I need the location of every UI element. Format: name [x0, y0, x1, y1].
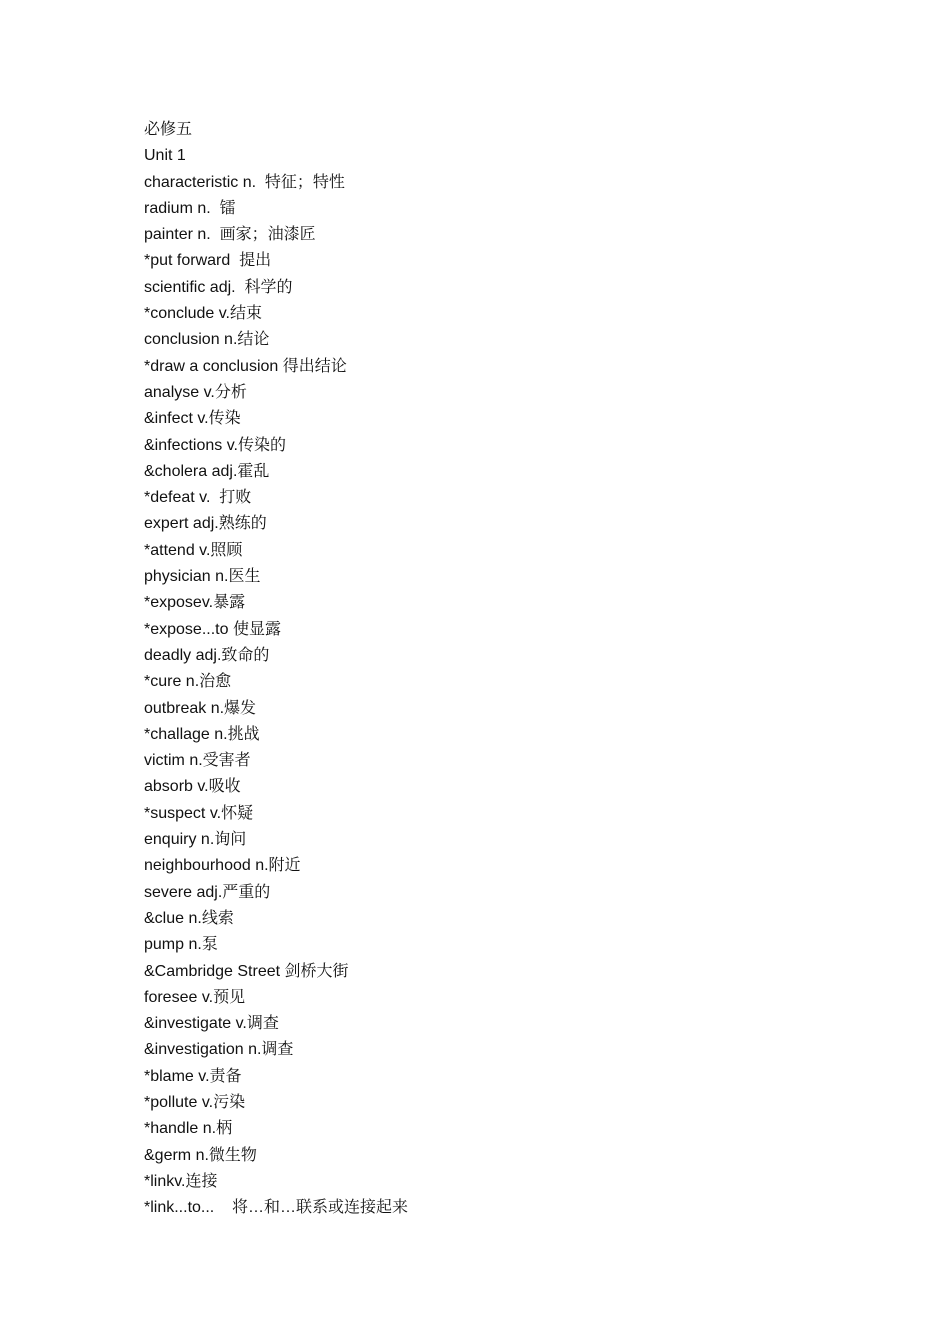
unit-heading: Unit 1 — [144, 147, 186, 165]
vocab-line: &clue n.线索 — [144, 909, 234, 927]
vocab-line: foresee v.预见 — [144, 988, 246, 1006]
vocab-line: &investigate v.调查 — [144, 1015, 279, 1033]
vocab-line: &investigation n.调查 — [144, 1041, 294, 1059]
vocab-line: *challage n.挑战 — [144, 725, 260, 743]
vocab-line: *suspect v.怀疑 — [144, 804, 254, 822]
vocab-line: *attend v.照顾 — [144, 541, 243, 559]
vocab-line: *expose...to 使显露 — [144, 620, 281, 638]
vocab-line: *linkv.连接 — [144, 1172, 218, 1190]
vocab-line: deadly adj.致命的 — [144, 646, 270, 664]
vocab-line: *handle n.柄 — [144, 1120, 233, 1138]
vocab-line: *draw a conclusion 得出结论 — [144, 357, 347, 375]
vocab-line: &Cambridge Street 剑桥大街 — [144, 962, 349, 980]
vocab-line: enquiry n.询问 — [144, 831, 247, 849]
vocab-line: *conclude v.结束 — [144, 305, 262, 323]
vocab-line: &germ n.微生物 — [144, 1146, 257, 1164]
vocab-line: physician n.医生 — [144, 568, 261, 586]
vocab-line: radium n. 镭 — [144, 199, 236, 217]
vocab-line: victim n.受害者 — [144, 752, 251, 770]
vocab-line: expert adj.熟练的 — [144, 515, 267, 533]
vocab-line: *exposev.暴露 — [144, 594, 246, 612]
vocab-line: *defeat v. 打败 — [144, 489, 252, 507]
vocab-line: painter n. 画家；油漆匠 — [144, 226, 316, 244]
vocab-line: *pollute v.污染 — [144, 1093, 246, 1111]
vocab-line: pump n.泵 — [144, 936, 218, 954]
vocab-line: *put forward 提出 — [144, 252, 272, 270]
vocab-line: severe adj.严重的 — [144, 883, 271, 901]
vocab-line: absorb v.吸收 — [144, 778, 241, 796]
vocab-line: outbreak n.爆发 — [144, 699, 257, 717]
vocab-line: neighbourhood n.附近 — [144, 857, 301, 875]
vocab-line: analyse v.分析 — [144, 383, 247, 401]
vocab-line: characteristic n. 特征；特性 — [144, 173, 345, 191]
vocab-line: *cure n.治愈 — [144, 673, 232, 691]
vocab-line: &cholera adj.霍乱 — [144, 462, 270, 480]
vocabulary-page — [144, 117, 904, 1221]
vocab-line: *link...to... 将…和…联系或连接起来 — [144, 1199, 409, 1217]
vocab-line: conclusion n.结论 — [144, 331, 270, 349]
vocab-line: &infections v.传染的 — [144, 436, 286, 454]
vocab-line: scientific adj. 科学的 — [144, 278, 293, 296]
vocab-line: &infect v.传染 — [144, 410, 241, 428]
section-title: 必修五 — [144, 121, 193, 138]
vocab-line: *blame v.责备 — [144, 1067, 242, 1085]
